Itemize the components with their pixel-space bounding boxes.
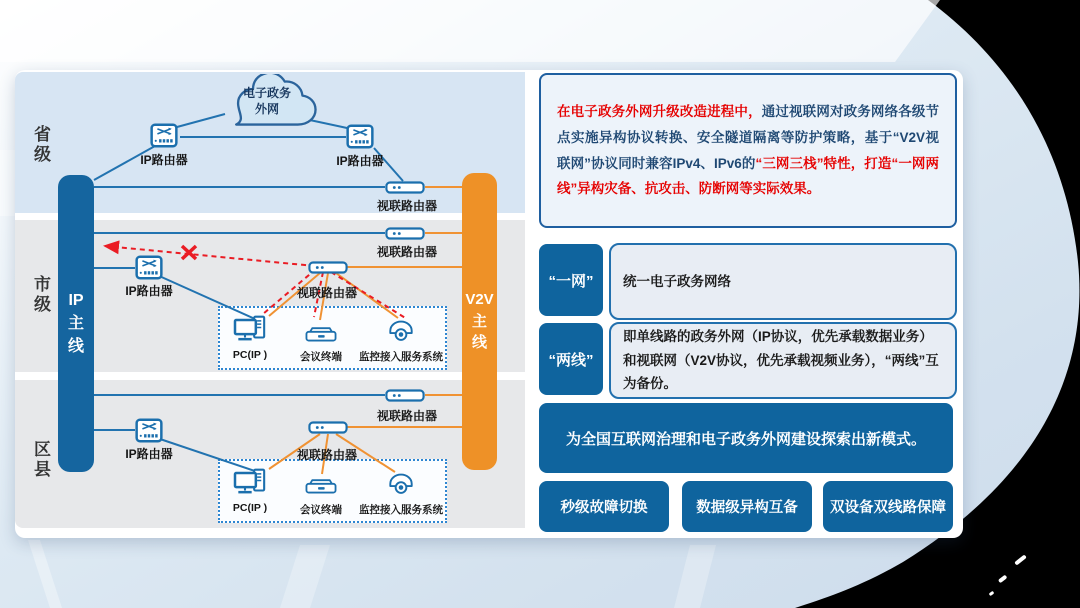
v2v-trunk-bar [462, 173, 497, 470]
video-router-icon [385, 227, 425, 240]
two-lines-tag: “两线” [539, 323, 603, 395]
monitor-system-label: 监控接入服务系统 [359, 351, 443, 363]
intro-text-red-lead: 在电子政务外网升级改造进程中， [557, 104, 762, 120]
ip-trunk-text: 线 [67, 338, 84, 356]
video-router-icon [308, 261, 348, 274]
conference-terminal-label: 会议终端 [300, 351, 342, 363]
monitor-system-label: 监控接入服务系统 [359, 504, 443, 516]
ip-router-icon [346, 124, 374, 149]
ip-router-icon [135, 418, 163, 443]
ip-router-label: IP路由器 [125, 284, 173, 298]
one-net-description-text: 统一电子政务网络 [623, 273, 731, 289]
level-label-city: 市级 [31, 275, 50, 315]
badge-failover: 秒级故障切换 [539, 481, 669, 532]
video-router-icon [385, 389, 425, 402]
conference-terminal-label: 会议终端 [300, 504, 342, 516]
badge-data-backup: 数据级异构互备 [682, 481, 812, 532]
cloud-label-line1: 电子政务 [242, 86, 291, 100]
conference-terminal-icon [305, 325, 337, 343]
ip-router-icon [135, 255, 163, 280]
video-router-label: 视联路由器 [296, 448, 358, 462]
video-router-label: 视联路由器 [376, 245, 438, 259]
camera-icon [388, 320, 414, 343]
pc-label: PC(IP ) [232, 349, 268, 361]
ip-router-label: IP路由器 [336, 154, 384, 168]
one-net-tag: “一网” [539, 244, 603, 316]
intro-panel [539, 73, 957, 228]
video-router-label: 视联路由器 [376, 199, 438, 213]
ip-trunk-bar [58, 175, 94, 472]
level-label-county: 区县 [31, 440, 50, 480]
v2v-trunk-text: 线 [471, 334, 487, 352]
v2v-trunk-text: 主 [471, 312, 487, 330]
v2v-trunk-text: V2V [465, 290, 494, 308]
slide-card [15, 70, 963, 538]
camera-icon [388, 473, 414, 496]
summary-panel: 为全国互联网治理和电子政务外网建设探索出新模式。 [539, 403, 953, 473]
intro-text [541, 99, 955, 202]
cloud-label-line2: 外网 [254, 101, 279, 116]
ip-trunk-text: 主 [67, 314, 84, 332]
one-net-description [609, 243, 957, 320]
two-lines-description [609, 322, 957, 399]
ip-trunk-text: IP [68, 291, 84, 309]
pc-icon [233, 315, 267, 345]
intro-text-red-tail: “三网三栈”特性，打造“一网两线”异构灾备、抗攻击、防断网等实际效果。 [557, 155, 940, 197]
video-router-label: 视联路由器 [376, 409, 438, 423]
ip-router-label: IP路由器 [140, 153, 188, 167]
pc-icon [233, 468, 267, 498]
ip-router-icon [150, 123, 178, 148]
level-label-province: 省级 [31, 125, 50, 165]
conference-terminal-icon [305, 477, 337, 495]
badge-dual-line: 双设备双线路保障 [823, 481, 953, 532]
video-router-label: 视联路由器 [296, 286, 358, 300]
pc-label: PC(IP ) [232, 502, 268, 514]
ip-router-label: IP路由器 [125, 447, 173, 461]
video-router-icon [385, 181, 425, 194]
video-router-icon [308, 421, 348, 434]
two-lines-description-text: 即单线路的政务外网（IP协议，优先承载数据业务）和视联网（V2V协议，优先承载视频业务），“两线”互为备份。 [623, 329, 939, 392]
intro-text-body: 通过视联网对政务网络各级节点实施异构协议转换、安全隧道隔离等防护策略，基于“V2V视联网”协议同时兼容IPv4、IPv6的 [557, 104, 940, 171]
cloud-label [211, 86, 323, 117]
